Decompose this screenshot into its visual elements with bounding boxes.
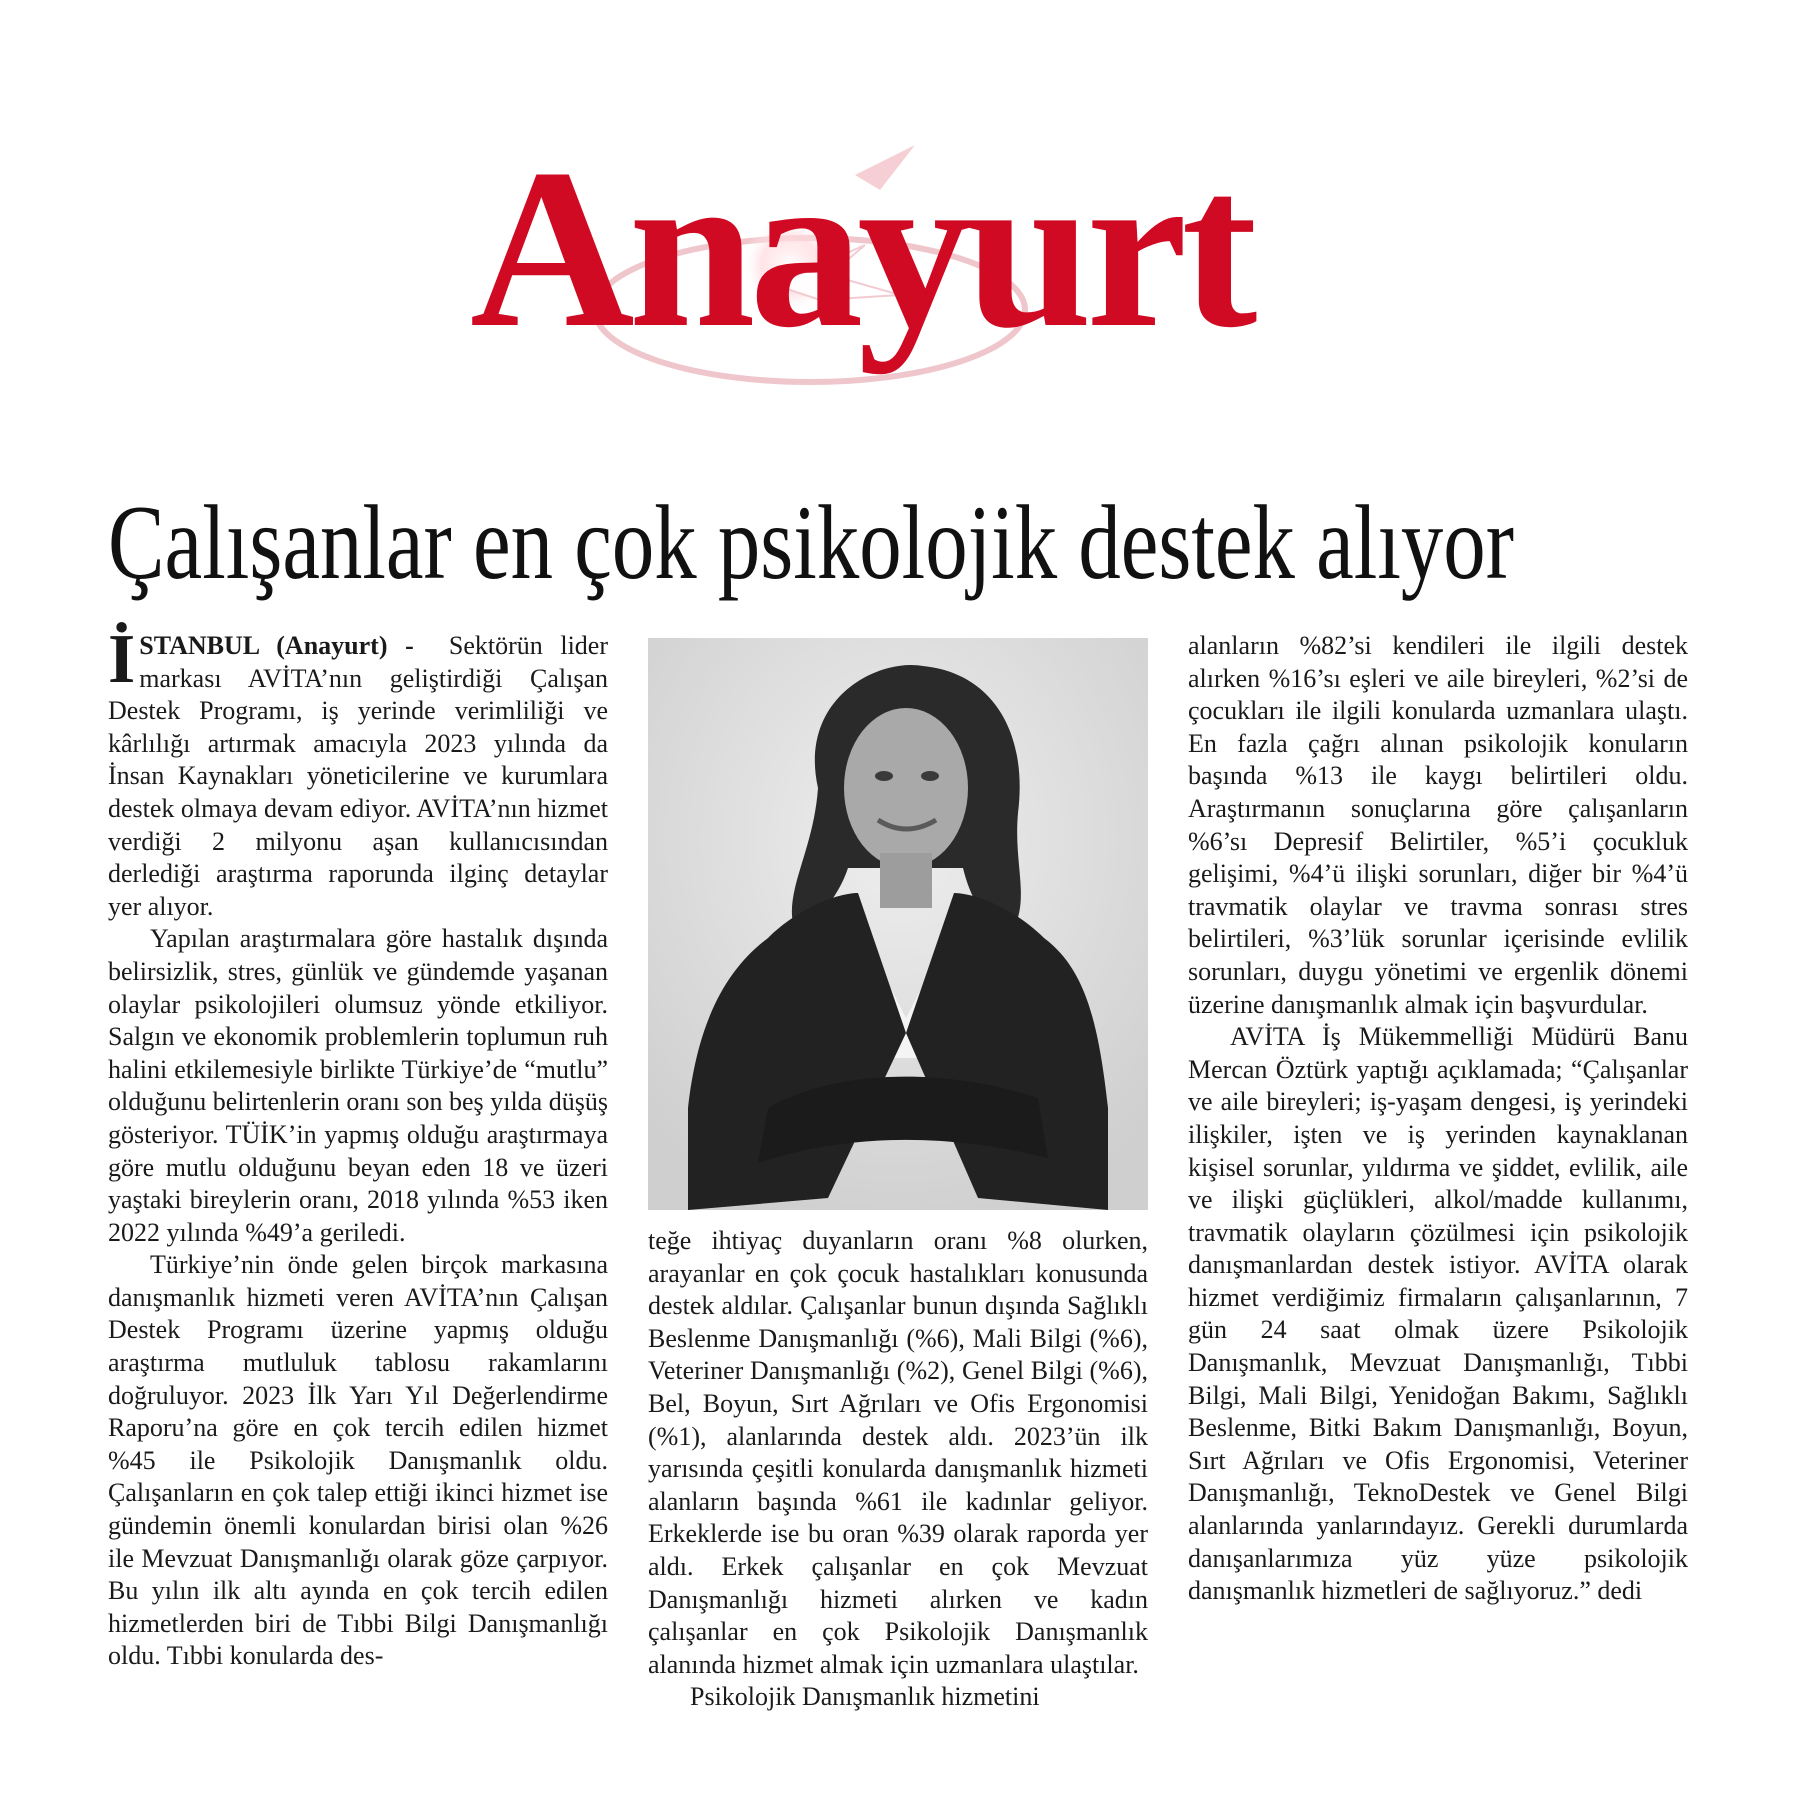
article-paragraph (108, 621, 608, 923)
masthead-logo (470, 123, 1330, 405)
portrait-image (648, 638, 1148, 1210)
dateline: STANBUL (Anayurt) - (139, 631, 414, 660)
article-headline: Çalışanlar en çok psikolojik destek alıyor (108, 484, 1514, 601)
paragraph-text: Sektörün lider markası AVİTA’nın geliştirdiği Çalışan Destek Programı, iş yerinde verimliliği ve kârlılığı artırmak amacıyla 2023 yılında da İnsan Kaynakları yöneticilerine ve kurumlara destek olmaya devam ediyor. AVİTA’nın hizmet verdiği 2 milyonu aşan kullanıcısından derlediği araştırma raporunda ilginç detaylar yer alıyor. (108, 631, 608, 921)
article-column-3 (1188, 630, 1688, 1608)
drop-cap: İ (108, 621, 136, 698)
article-paragraph: alanların %82’si kendileri ile ilgili destek alırken %16’sı eşleri ve aile bireyleri, %2’si de çocukları ile ilgili konularda uzmanlara ulaştı. En fazla çağrı alınan psikolojik konuların başında %13 ile kaygı belirtileri oldu. Araştırmanın sonuçlarına göre çalışanların %6’sı Depresif Belirtiler, %5’i çocukluk gelişimi, %4’ü ilişki sorunları, diğer bir %4’ü travmatik olaylar ve travma sonrası stres belirtileri, %3’lük sorunlar içerisinde evlilik sorunları, duygu yönetimi ve ergenlik dönemi üzerine danışmanlık almak için başvurdular. (1188, 631, 1688, 1019)
article-paragraph: Psikolojik Danışmanlık hizmetini (690, 1682, 1040, 1712)
article-paragraph: Türkiye’nin önde gelen birçok markasına danışmanlık hizmeti veren AVİTA’nın Çalışan Destek Programı üzerine yapmış olduğu araştırma mutluluk tablosu rakamlarını doğruluyor. 2023 İlk Yarı Yıl Değerlendirme Raporu’na göre en çok tercih edilen hizmet %45 ile Psikolojik Danışmanlık oldu. Çalışanların en çok talep ettiği ikinci hizmet ise gündemin önemli konulardan birisi olan %26 ile Mevzuat Danışmanlığı olarak göze çarpıyor. Bu yılın ilk altı ayında en çok tercih edilen hizmetlerden biri de Tıbbi Bilgi Danışmanlığı oldu. Tıbbi konularda des- (108, 1250, 608, 1671)
masthead-title: Anayurt (470, 123, 1252, 375)
article-paragraph: Yapılan araştırmalara göre hastalık dışında belirsizlik, stres, günlük ve gündemde yaşanan olaylar psikolojileri olumsuz yönde etkiliyor. Salgın ve ekonomik problemlerin toplumun ruh halini etkilemesiyle birlikte Türkiye’de “mutlu” olduğunu belirtenlerin oranı son beş yılda düşüş gösteriyor. TÜİK’in yapmış olduğu araştırmaya göre mutlu olduğunu beyan eden 18 ve üzeri yaştaki bireylerin oranı, 2018 yılında %53 iken 2022 yılında %49’a geriledi. (108, 924, 608, 1247)
article-column-1 (108, 621, 608, 1673)
article-column-2 (648, 1225, 1148, 1714)
article-paragraph: teğe ihtiyaç duyanların oranı %8 olurken, arayanlar en çok çocuk hastalıkları konusunda destek aldılar. Çalışanlar bunun dışında Sağlıklı Beslenme Danışmanlığı (%6), Mali Bilgi (%6), Veteriner Danışmanlığı (%2), Genel Bilgi (%6), Bel, Boyun, Sırt Ağrıları ve Ofis Ergonomisi (%1), alanlarında destek aldı. 2023’ün ilk yarısında çeşitli konularda danışmanlık hizmeti alanların başında %61 ile kadınlar geliyor. Erkeklerde ise bu oran %39 olarak raporda yer aldı. Erkek çalışanlar en çok Mevzuat Danışmanlığı hizmeti alırken ve kadın çalışanlar en çok Psikolojik Danışmanlık alanında hizmet almak için uzmanlara ulaştılar. (648, 1226, 1148, 1679)
portrait-photo (648, 638, 1148, 1210)
article-paragraph: AVİTA İş Mükemmelliği Müdürü Banu Mercan Öztürk yaptığı açıklamada; “Çalışanlar ve aile bireyleri; iş-yaşam dengesi, iş yerindeki ilişkiler, işten ve iş yerinden kaynaklanan kişisel sorunlar, yıldırma ve şiddet, evlilik, aile ve ilişki güçlükleri, alkol/madde kullanımı, travmatik olayların çözülmesi için psikolojik danışmanlardan destek istiyor. AVİTA olarak hizmet verdiğimiz firmaların çalışanlarının, 7 gün 24 saat olmak üzere Psikolojik Danışmanlık, Mevzuat Danışmanlığı, Tıbbi Bilgi, Mali Bilgi, Yenidoğan Bakımı, Sağlıklı Beslenme, Bitki Bakım Danışmanlığı, Boyun, Sırt Ağrıları ve Ofis Ergonomisi, Veteriner Danışmanlığı, TeknoDestek ve Genel Bilgi alanlarında yanlarındayız. Gerekli durumlarda danışanlarımıza yüz yüze psikolojik danışmanlık hizmetleri de sağlıyoruz.” dedi (1188, 1022, 1688, 1606)
